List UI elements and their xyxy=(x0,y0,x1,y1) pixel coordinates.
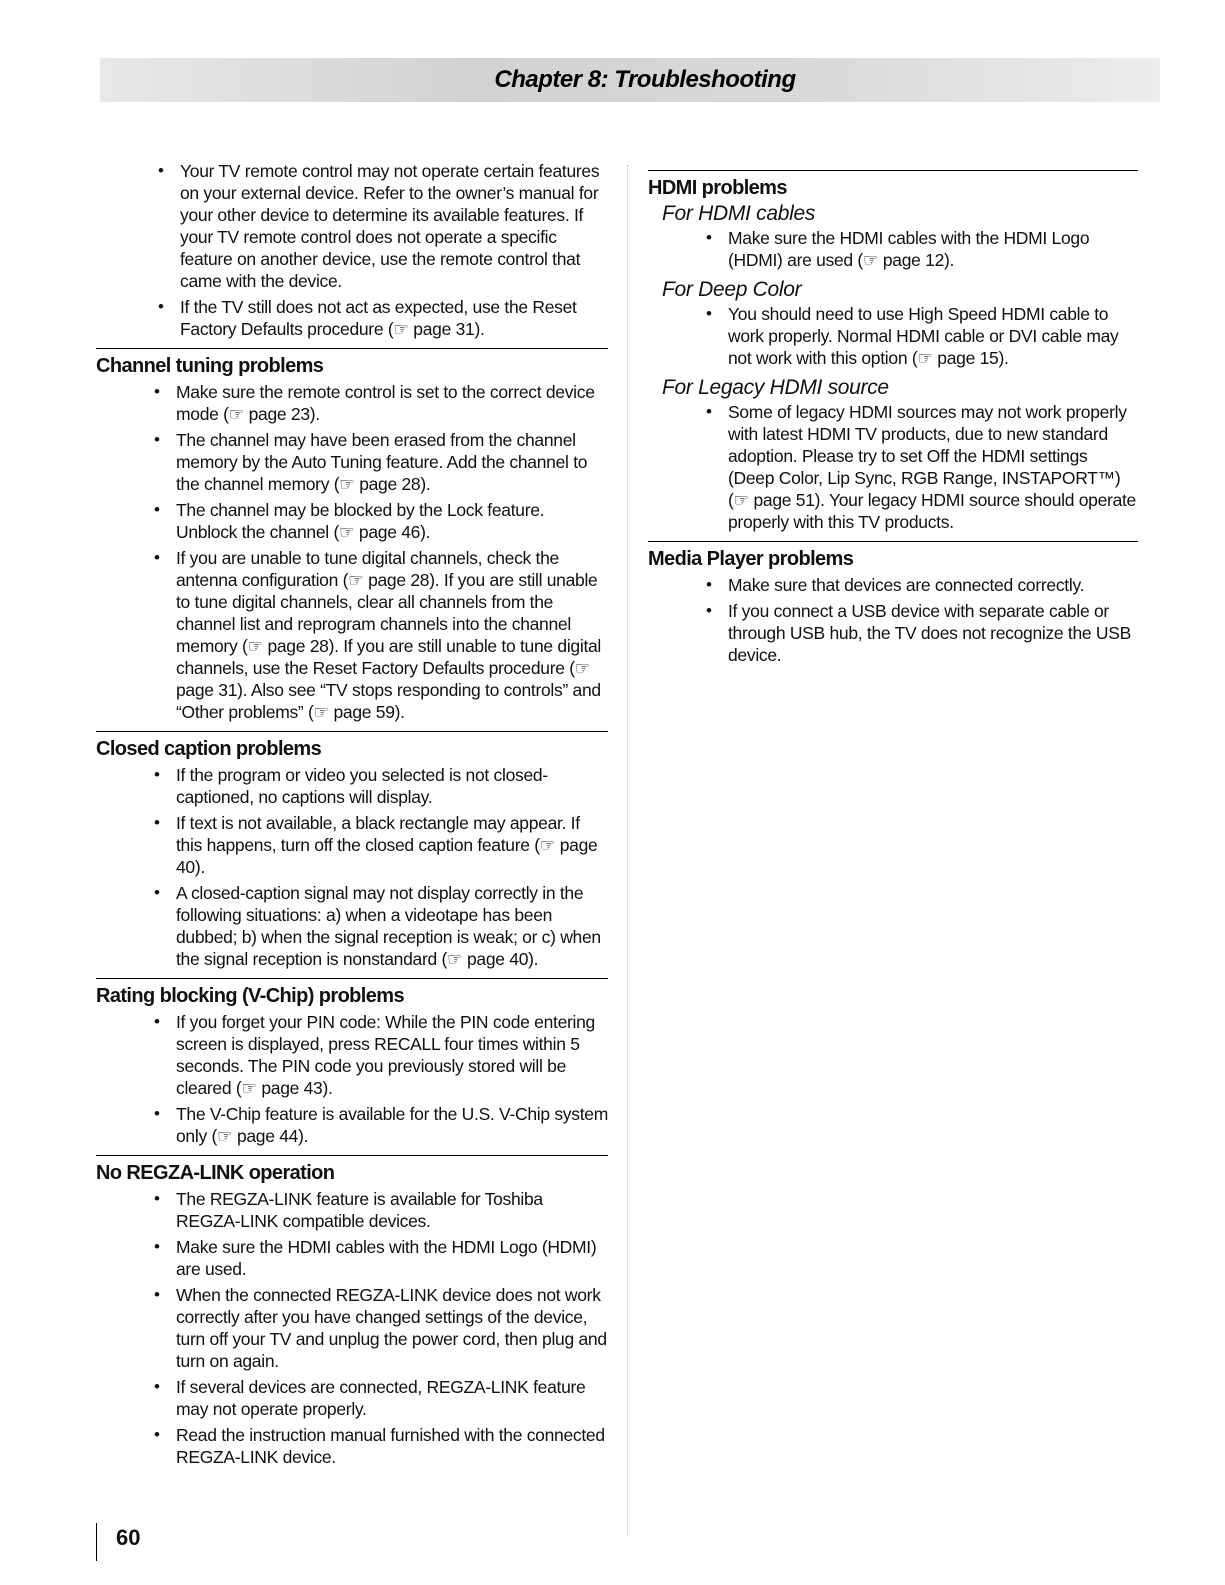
section-rule xyxy=(96,1155,608,1156)
section xyxy=(96,731,608,970)
section-rule xyxy=(96,978,608,979)
list-item: • If the program or video you selected is not closed-captioned, no captions will display. xyxy=(96,764,608,808)
section xyxy=(96,978,608,1147)
bullet-list xyxy=(648,227,1138,271)
section xyxy=(96,348,608,723)
section-title: Closed caption problems xyxy=(96,738,322,760)
intro-list xyxy=(96,160,608,340)
page-number-rule xyxy=(96,1523,97,1561)
section-rule xyxy=(96,348,608,349)
list-item: • Make sure the HDMI cables with the HDMI Logo (HDMI) are used. xyxy=(96,1236,608,1280)
section-rule xyxy=(648,541,1138,542)
right-column xyxy=(648,170,1138,674)
section xyxy=(648,170,1138,533)
list-item: • If you forget your PIN code: While the PIN code entering screen is displayed, press RECALL four times within 5 seconds. The PIN code you previously stored will be cleared (☞ page 43). xyxy=(96,1011,608,1099)
list-item: • Read the instruction manual furnished with the connected REGZA-LINK device. xyxy=(96,1424,608,1468)
list-item: • If several devices are connected, REGZA-LINK feature may not operate properly. xyxy=(96,1376,608,1420)
bullet-list xyxy=(96,764,608,970)
list-item: • A closed-caption signal may not display correctly in the following situations: a) when a videotape has been dubbed; b) when the signal reception is weak; or c) when the signal reception is nonstandard (☞ page 40). xyxy=(96,882,608,970)
list-item: • When the connected REGZA-LINK device does not work correctly after you have changed settings of the device, turn off your TV and unplug the power cord, then plug and turn on again. xyxy=(96,1284,608,1372)
subsection-title: For Legacy HDMI source xyxy=(662,376,889,399)
list-item: • Make sure the HDMI cables with the HDMI Logo (HDMI) are used (☞ page 12). xyxy=(648,227,1138,271)
list-item: • The channel may be blocked by the Lock feature. Unblock the channel (☞ page 46). xyxy=(96,499,608,543)
section-rule xyxy=(648,170,1138,171)
section-title: No REGZA-LINK operation xyxy=(96,1162,335,1184)
column-divider xyxy=(627,165,628,1535)
section-title: Channel tuning problems xyxy=(96,355,324,377)
right-sections xyxy=(648,170,1138,666)
section-rule xyxy=(96,731,608,732)
section-title: Rating blocking (V-Chip) problems xyxy=(96,985,404,1007)
chapter-title: Chapter 8: Troubleshooting xyxy=(494,66,796,93)
left-sections xyxy=(96,348,608,1468)
section-title: Media Player problems xyxy=(648,548,854,570)
bullet-list xyxy=(96,1011,608,1147)
list-item: • Your TV remote control may not operate certain features on your external device. Refer to the owner’s manual for your other device to determine its available features. If your TV remote control does not operate a specific feature on another device, use the remote control that came with the device. xyxy=(96,160,608,292)
subsection-title: For Deep Color xyxy=(662,278,802,301)
list-item: • Make sure that devices are connected correctly. xyxy=(648,574,1138,596)
list-item: • Some of legacy HDMI sources may not work properly with latest HDMI TV products, due to new standard adoption. Please try to set Off the HDMI settings (Deep Color, Lip Sync, RGB Range, INSTAPORT™) (☞ page 51). Your legacy HDMI source should operate properly with this TV products. xyxy=(648,401,1138,533)
page-number: 60 xyxy=(116,1525,141,1550)
section xyxy=(96,1155,608,1468)
bullet-list xyxy=(96,381,608,723)
list-item: • The REGZA-LINK feature is available for Toshiba REGZA-LINK compatible devices. xyxy=(96,1188,608,1232)
bullet-list xyxy=(648,401,1138,533)
bullet-list xyxy=(648,574,1138,666)
list-item: • If you are unable to tune digital channels, check the antenna configuration (☞ page 28). If you are still unable to tune digital channels, clear all channels from the channel list and reprogram channels into the channel memory (☞ page 28). If you are still unable to tune digital channels, use the Reset Factory Defaults procedure (☞ page 31). Also see “TV stops responding to controls” and “Other problems” (☞ page 59). xyxy=(96,547,608,723)
subsection-title: For HDMI cables xyxy=(662,202,816,225)
list-item: • If the TV still does not act as expected, use the Reset Factory Defaults procedure (☞ page 31). xyxy=(96,296,608,340)
list-item: • Make sure the remote control is set to the correct device mode (☞ page 23). xyxy=(96,381,608,425)
list-item: • If you connect a USB device with separate cable or through USB hub, the TV does not recognize the USB device. xyxy=(648,600,1138,666)
section-title: HDMI problems xyxy=(648,177,787,199)
bullet-list xyxy=(96,1188,608,1468)
bullet-list xyxy=(648,303,1138,369)
left-column xyxy=(96,160,608,1476)
section xyxy=(648,541,1138,666)
list-item: • The V-Chip feature is available for the U.S. V-Chip system only (☞ page 44). xyxy=(96,1103,608,1147)
list-item: • If text is not available, a black rectangle may appear. If this happens, turn off the closed caption feature (☞ page 40). xyxy=(96,812,608,878)
list-item: • The channel may have been erased from the channel memory by the Auto Tuning feature. Add the channel to the channel memory (☞ page 28). xyxy=(96,429,608,495)
list-item: • You should need to use High Speed HDMI cable to work properly. Normal HDMI cable or DVI cable may not work with this option (☞ page 15). xyxy=(648,303,1138,369)
